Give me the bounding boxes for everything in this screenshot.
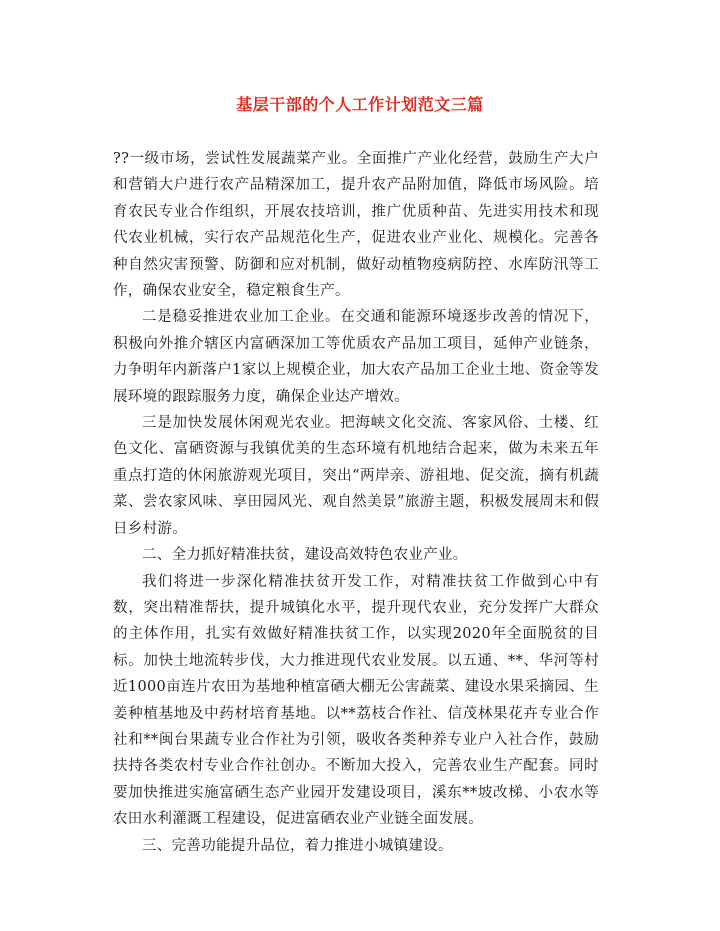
paragraph-poverty-alleviation: 我们将进一步深化精准扶贫开发工作，对精准扶贫工作做到心中有数，突出精准帮扶，提升城镇化水平，提升现代农业，充分发挥广大群众的主体作用，扎实有效做好精准扶贫工作，以实现2020年全面脱贫的目标。加快土地流转步伐，大力推进现代农业发展。以五通、**、华河等村近1000亩连片农田为基地种植富硒大棚无公害蔬菜、建设水果采摘园、生姜种植基地及中药材培育基地。以**荔枝合作社、信茂林果花卉专业合作社和**闽台果蔬专业合作社为引领，吸收各类种养专业户入社合作，鼓励扶持各类农村专业合作社创办。不断加大投入，完善农业生产配套。同时要加快推进实施富硒生态产业园开发建设项目，溪东**坡改梯、小农水等农田水利灌溉工程建设，促进富硒农业产业链全面发展。 — [113, 573, 599, 828]
paragraph-continuation: ??一级市场，尝试性发展蔬菜产业。全面推广产业化经营，鼓励生产大户和营销大户进行农产品精深加工，提升农产品附加值，降低市场风险。培育农民专业合作组织，开展农技培训，推广优质种苗、先进实用技术和现代农业机械，实行农产品规范化生产，促进农业产业化、规模化。完善各种自然灾害预警、防御和应对机制，做好动植物疫病防控、水库防汛等工作，确保农业安全，稳定粮食生产。 — [113, 151, 599, 300]
section-heading-town-construction: 三、完善功能提升品位，着力推进小城镇建设。 — [142, 837, 453, 854]
paragraph-processing-enterprises: 二是稳妥推进农业加工企业。在交通和能源环境逐步改善的情况下，积极向外推介辖区内富硒深加工等优质农产品加工项目，延伸产业链条，力争明年内新落户1家以上规模企业，加大农产品加工企业土地、资金等发展环境的跟踪服务力度，确保企业达产增效。 — [113, 309, 599, 405]
document-body — [113, 146, 599, 859]
section-heading-poverty-alleviation: 二、全力抓好精准扶贫，建设高效特色农业产业。 — [142, 547, 468, 564]
paragraph-leisure-agriculture: 三是加快发展休闲观光农业。把海峡文化交流、客家风俗、土楼、红色文化、富硒资源与我镇优美的生态环境有机地结合起来，做为未来五年重点打造的休闲旅游观光项目，突出“两岸亲、游祖地、促交流，摘有机蔬菜、尝农家风味、享田园风光、观自然美景”旅游主题，积极发展周末和假日乡村游。 — [113, 415, 599, 537]
document-title: 基层干部的个人工作计划范文三篇 — [236, 95, 484, 114]
